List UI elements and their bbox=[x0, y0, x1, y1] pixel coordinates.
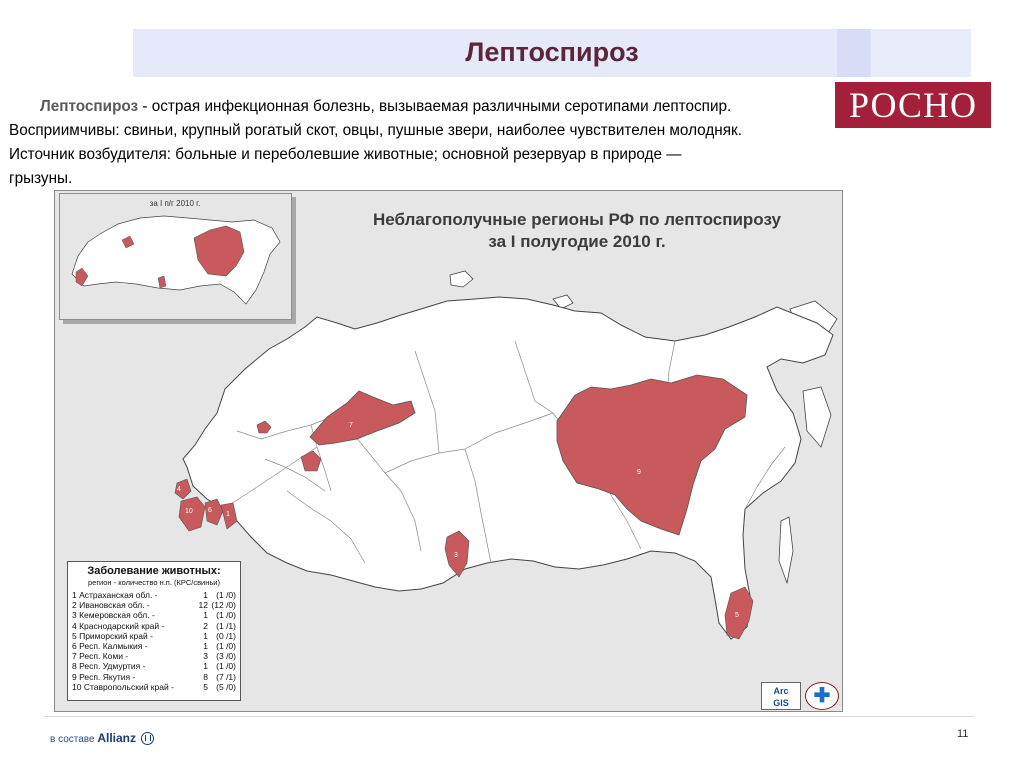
vet-cross-icon: ✚ bbox=[805, 682, 839, 710]
slide-title: Лептоспироз bbox=[465, 37, 639, 67]
legend-detail: (1 /0) bbox=[216, 610, 236, 621]
description bbox=[9, 95, 839, 191]
legend-count: 8 bbox=[203, 671, 208, 682]
legend-region: 6 Респ. Калмыкия - bbox=[72, 641, 148, 652]
arcgis-logo-line-1: Arc bbox=[773, 686, 789, 696]
legend-count: 1 bbox=[203, 590, 208, 600]
label-astrakhan: 1 bbox=[226, 511, 230, 518]
description-line-1 bbox=[9, 95, 839, 119]
description-line-1-text: - острая инфекционная болезнь, вызываемая различными серотипами лептоспир. bbox=[138, 98, 732, 115]
map-title-line-2: за I полугодие 2010 г. bbox=[488, 232, 666, 251]
legend-row bbox=[68, 631, 240, 641]
label-primorsky: 5 bbox=[735, 612, 739, 619]
legend-count: 5 bbox=[203, 681, 208, 692]
label-kemerovo: 3 bbox=[454, 552, 458, 559]
legend-count: 1 bbox=[203, 661, 208, 672]
inset-russia bbox=[72, 216, 280, 304]
russia-map bbox=[54, 190, 843, 712]
description-line-2: Восприимчивы: свиньи, крупный рогатый скот, овцы, пушные звери, наиболее чувствителен молодняк. bbox=[9, 122, 742, 139]
legend-detail: (1 /0) bbox=[216, 661, 236, 672]
legend-row bbox=[68, 641, 240, 651]
legend-region: 9 Респ. Якутия - bbox=[72, 671, 136, 682]
sakhalin bbox=[779, 517, 793, 583]
description-line-3: Источник возбудителя: больные и переболевшие животные; основной резервуар в природе — bbox=[9, 146, 682, 163]
legend-title: Заболевание животных: bbox=[87, 565, 221, 577]
inset-canvas bbox=[60, 194, 291, 319]
legend-count: 1 bbox=[203, 610, 208, 621]
legend bbox=[67, 561, 241, 701]
label-stavropol: 10 bbox=[185, 508, 193, 515]
footer-divider bbox=[44, 716, 974, 717]
legend-region: 8 Респ. Удмуртия - bbox=[72, 661, 146, 672]
legend-row bbox=[68, 661, 240, 671]
footer-brand bbox=[50, 731, 154, 745]
legend-region: 3 Кемеровская обл. - bbox=[72, 610, 155, 621]
description-line-4: грызуны. bbox=[9, 170, 73, 187]
footer-brand-name: Allianz bbox=[97, 731, 137, 745]
legend-detail: (12 /0) bbox=[211, 600, 236, 611]
legend-row bbox=[68, 600, 240, 610]
arcgis-logo-line-2: GIS bbox=[773, 698, 789, 708]
legend-detail: (1 /1) bbox=[216, 620, 236, 631]
description-term: Лептоспироз bbox=[40, 98, 139, 115]
legend-detail: (5 /0) bbox=[216, 681, 236, 692]
legend-row bbox=[68, 610, 240, 620]
allianz-logo-icon bbox=[141, 732, 154, 745]
legend-region: 2 Ивановская обл. - bbox=[72, 600, 150, 611]
legend-row bbox=[68, 651, 240, 661]
label-krasnodar: 4 bbox=[177, 486, 181, 493]
inset-caption: за I п/г 2010 г. bbox=[149, 199, 201, 208]
legend-row bbox=[68, 672, 240, 682]
legend-region: 4 Краснодарский край - bbox=[72, 620, 165, 631]
legend-count: 3 bbox=[203, 651, 208, 662]
label-kalmykia: 6 bbox=[208, 507, 212, 514]
legend-region: 5 Приморский край - bbox=[72, 630, 153, 641]
page-number: 11 bbox=[957, 728, 969, 740]
legend-detail: (3 /0) bbox=[216, 651, 236, 662]
legend-count: 2 bbox=[203, 620, 208, 631]
legend-region: 7 Респ. Коми - bbox=[72, 651, 129, 662]
label-komi: 7 bbox=[349, 422, 353, 429]
legend-detail: (0 /1) bbox=[216, 630, 236, 641]
legend-count: 12 bbox=[198, 600, 208, 611]
legend-detail: (1 /0) bbox=[216, 641, 236, 652]
legend-detail: (7 /1) bbox=[216, 671, 236, 682]
legend-row bbox=[68, 682, 240, 692]
legend-row bbox=[68, 590, 240, 600]
label-yakutia: 9 bbox=[637, 469, 641, 476]
kamchatka bbox=[803, 387, 831, 447]
legend-row bbox=[68, 621, 240, 631]
arcgis-logo bbox=[761, 682, 801, 710]
russia-outline bbox=[183, 297, 833, 639]
title-bar bbox=[133, 29, 971, 77]
legend-detail: (1 /0) bbox=[216, 590, 236, 600]
legend-region: 1 Астраханская обл. - bbox=[72, 590, 158, 600]
map-title-line-1: Неблагополучные регионы РФ по лептоспирозу bbox=[373, 210, 781, 229]
legend-count: 1 bbox=[203, 641, 208, 652]
footer-prefix: в составе bbox=[50, 734, 98, 745]
legend-count: 1 bbox=[203, 630, 208, 641]
arctic-island bbox=[450, 271, 473, 287]
map-title bbox=[337, 209, 817, 253]
inset-map bbox=[59, 193, 292, 320]
rosno-logo: РОСНО bbox=[835, 82, 991, 128]
legend-subtitle: регион - количество н.п. (КРС/свиньи) bbox=[87, 578, 220, 587]
legend-rows bbox=[68, 590, 240, 692]
legend-region: 10 Ставропольский край - bbox=[72, 681, 174, 692]
